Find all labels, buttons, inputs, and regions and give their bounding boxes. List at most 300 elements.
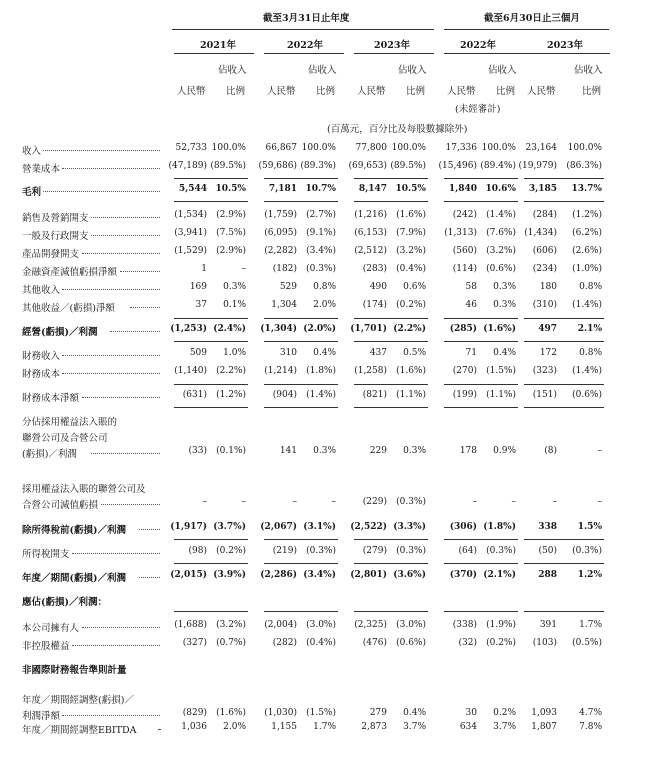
dot-leader xyxy=(62,168,160,169)
cell-percent: 0.3% xyxy=(493,300,516,310)
row-label: 非國際財務報告準則計量 xyxy=(22,665,127,676)
cell-amount: (338) xyxy=(452,620,477,630)
cell-amount: 1,304 xyxy=(271,300,297,310)
cell-percent: 0.3% xyxy=(313,446,336,456)
cell-percent: 0.3% xyxy=(223,282,246,292)
cell-percent: (1.0%) xyxy=(572,264,602,274)
cell-amount: (69,653) xyxy=(348,161,387,171)
col-header-pct-bottom: 比例 xyxy=(316,86,336,97)
cell-percent: 0.6% xyxy=(403,282,426,292)
cell-amount: – xyxy=(292,497,297,507)
cell-amount: (1,759) xyxy=(264,210,297,220)
cell-percent: (3.0%) xyxy=(306,620,336,630)
cell-percent: (0.6%) xyxy=(396,638,426,648)
cell-amount: (1,140) xyxy=(174,366,207,376)
header-group-quarter: 截至6月30日止三個月 xyxy=(484,13,580,24)
cell-amount: (151) xyxy=(532,390,557,400)
cell-percent: 100.0% xyxy=(567,143,602,153)
cell-percent: – xyxy=(241,497,246,507)
cell-percent: (89.3%) xyxy=(300,161,336,171)
cell-amount: 338 xyxy=(538,522,557,532)
cell-amount: (560) xyxy=(452,246,477,256)
cell-amount: (1,030) xyxy=(264,708,297,718)
cell-percent: (0.7%) xyxy=(216,638,246,648)
cell-amount: (47,189) xyxy=(168,161,207,171)
total-rule xyxy=(444,611,518,612)
cell-percent: (3.2%) xyxy=(486,246,516,256)
cell-amount: 46 xyxy=(465,300,477,310)
cell-amount: 1,036 xyxy=(181,722,207,732)
cell-amount: (270) xyxy=(452,366,477,376)
cell-percent: (89.4%) xyxy=(480,161,516,171)
cell-percent: (1.9%) xyxy=(486,620,516,630)
col-header-pct-top: 佔收入 xyxy=(398,65,427,76)
row-label: 其他收益／(虧損)淨額 xyxy=(22,303,115,314)
cell-percent: (3.2%) xyxy=(216,620,246,630)
cell-amount: 229 xyxy=(369,446,387,456)
cell-amount: 71 xyxy=(465,348,477,358)
col-header-pct-bottom: 比例 xyxy=(582,86,602,97)
cell-amount: (323) xyxy=(532,366,557,376)
row-label: 一般及行政開支 xyxy=(22,231,89,242)
cell-percent: (3.0%) xyxy=(396,620,426,630)
cell-percent: 1.2% xyxy=(577,570,602,580)
cell-amount: 180 xyxy=(539,282,557,292)
row-label: 財務收入 xyxy=(22,351,61,362)
cell-amount: (829) xyxy=(182,708,207,718)
subtotal-rule xyxy=(174,539,248,540)
cell-percent: 10.5% xyxy=(395,184,426,194)
dot-leader xyxy=(43,191,160,192)
cell-percent: (2.2%) xyxy=(216,366,246,376)
cell-amount: 7,181 xyxy=(268,184,297,194)
cell-percent: (3.3%) xyxy=(393,522,426,532)
cell-percent: 0.5% xyxy=(403,348,426,358)
cell-percent: (1.2%) xyxy=(572,210,602,220)
row-label: 財務成本淨額 xyxy=(22,393,80,404)
cell-percent: 3.7% xyxy=(493,722,516,732)
row-label: 銷售及營銷開支 xyxy=(22,213,89,224)
cell-amount: (327) xyxy=(182,638,207,648)
cell-percent: (2.2%) xyxy=(393,324,426,334)
cell-percent: (1.6%) xyxy=(216,708,246,718)
cell-percent: 0.3% xyxy=(493,282,516,292)
cell-amount: (1,701) xyxy=(350,324,387,334)
cell-percent: (9.1%) xyxy=(306,228,336,238)
col-header-rmb: 人民幣 xyxy=(447,86,476,97)
total-rule xyxy=(354,201,428,202)
total-rule xyxy=(264,201,338,202)
cell-percent: 3.7% xyxy=(403,722,426,732)
row-label: 經營(虧損)／利潤 xyxy=(22,327,98,338)
cell-percent: (0.2%) xyxy=(216,546,246,556)
subtotal-rule xyxy=(264,318,338,319)
subtotal-rule xyxy=(174,318,248,319)
total-rule xyxy=(264,563,338,564)
total-rule xyxy=(524,611,604,612)
cell-amount: 8,147 xyxy=(358,184,387,194)
subtotal-rule xyxy=(524,539,604,540)
cell-amount: (234) xyxy=(532,264,557,274)
cell-amount: (33) xyxy=(188,446,207,456)
cell-amount: (606) xyxy=(532,246,557,256)
cell-amount: (1,214) xyxy=(264,366,297,376)
cell-percent: 100.0% xyxy=(481,143,516,153)
subtotal-rule xyxy=(444,539,518,540)
col-header-rmb: 人民幣 xyxy=(177,86,206,97)
cell-amount: (182) xyxy=(272,264,297,274)
year-underline xyxy=(444,53,524,54)
row-label: 年度／期間(虧損)／利潤 xyxy=(22,573,126,584)
cell-percent: 10.6% xyxy=(485,184,516,194)
row-label: 年度／期間經調整EBITDA xyxy=(22,725,137,736)
cell-percent: 0.2% xyxy=(493,708,516,718)
subtotal-rule xyxy=(524,178,604,179)
cell-percent: (0.5%) xyxy=(572,638,602,648)
cell-amount: 23,164 xyxy=(525,143,557,153)
cell-amount: 178 xyxy=(459,446,477,456)
subtotal-rule xyxy=(354,539,428,540)
year-header: 2022年 xyxy=(460,40,496,51)
row-label-line: 合營公司減值虧損 xyxy=(22,500,99,511)
cell-amount: 37 xyxy=(195,300,207,310)
dot-leader xyxy=(62,373,160,374)
total-rule xyxy=(354,407,428,408)
cell-percent: (0.6%) xyxy=(486,264,516,274)
cell-percent: 0.9% xyxy=(493,446,516,456)
cell-amount: (6,153) xyxy=(354,228,387,238)
cell-percent: (3.6%) xyxy=(393,570,426,580)
cell-amount: (64) xyxy=(458,546,477,556)
subtotal-rule xyxy=(264,178,338,179)
cell-amount: – xyxy=(552,497,557,507)
row-label: 應佔(虧損)／利潤： xyxy=(22,597,107,608)
cell-percent: (2.7%) xyxy=(306,210,336,220)
cell-amount: (904) xyxy=(272,390,297,400)
total-rule xyxy=(354,611,428,612)
total-rule xyxy=(174,201,248,202)
cell-amount: (1,434) xyxy=(524,228,557,238)
cell-percent: 1.7% xyxy=(579,620,602,630)
cell-amount: (114) xyxy=(452,264,477,274)
cell-percent: (89.5%) xyxy=(390,161,426,171)
cell-amount: (284) xyxy=(532,210,557,220)
cell-amount: (1,216) xyxy=(354,210,387,220)
cell-amount: (242) xyxy=(452,210,477,220)
cell-percent: 0.4% xyxy=(403,708,426,718)
cell-amount: 310 xyxy=(279,348,297,358)
cell-amount: (15,496) xyxy=(438,161,477,171)
cell-percent: (0.3%) xyxy=(396,497,426,507)
cell-percent: (2.1%) xyxy=(483,570,516,580)
cell-amount: 437 xyxy=(369,348,387,358)
row-label: 本公司擁有人 xyxy=(22,623,80,634)
cell-amount: (476) xyxy=(362,638,387,648)
cell-amount: (2,286) xyxy=(260,570,297,580)
cell-amount: 497 xyxy=(538,324,557,334)
total-rule xyxy=(264,407,338,408)
cell-percent: (1.6%) xyxy=(483,324,516,334)
cell-amount: (219) xyxy=(272,546,297,556)
cell-amount: (59,686) xyxy=(258,161,297,171)
col-header-pct-bottom: 比例 xyxy=(226,86,246,97)
cell-percent: (1.5%) xyxy=(306,708,336,718)
units-note: (百萬元，百分比及每股數據除外) xyxy=(327,124,468,135)
col-header-pct-top: 佔收入 xyxy=(488,65,517,76)
cell-percent: 2.0% xyxy=(223,722,246,732)
total-rule xyxy=(444,341,518,342)
cell-amount: (285) xyxy=(449,324,477,334)
year-underline xyxy=(354,53,434,54)
cell-amount: 1,840 xyxy=(448,184,477,194)
cell-amount: (2,004) xyxy=(264,620,297,630)
cell-percent: (86.3%) xyxy=(566,161,602,171)
row-label: 其他收入 xyxy=(22,285,61,296)
cell-amount: (1,534) xyxy=(174,210,207,220)
row-label: 產品開發開支 xyxy=(22,249,80,260)
cell-amount: 279 xyxy=(369,708,387,718)
cell-amount: (2,801) xyxy=(350,570,387,580)
cell-amount: (1,258) xyxy=(354,366,387,376)
cell-percent: 4.7% xyxy=(579,708,602,718)
total-rule xyxy=(354,341,428,342)
cell-percent: 2.1% xyxy=(577,324,602,334)
row-label-line: 聯營公司及合營公司 xyxy=(22,433,108,444)
cell-amount: 1,807 xyxy=(531,722,557,732)
cell-amount: 169 xyxy=(189,282,207,292)
subtotal-rule xyxy=(524,384,604,385)
cell-percent: (2.9%) xyxy=(216,246,246,256)
cell-amount: 77,800 xyxy=(355,143,387,153)
cell-amount: (3,941) xyxy=(174,228,207,238)
subtotal-rule xyxy=(444,318,518,319)
cell-percent: (3.9%) xyxy=(213,570,246,580)
total-rule xyxy=(444,201,518,202)
row-label-line: 利潤淨額 xyxy=(22,711,61,722)
col-header-pct-top: 佔收入 xyxy=(308,65,337,76)
cell-percent: (1.6%) xyxy=(396,366,426,376)
cell-amount: 17,336 xyxy=(445,143,477,153)
cell-amount: – xyxy=(472,497,477,507)
dot-leader xyxy=(43,150,160,151)
total-rule xyxy=(174,563,248,564)
col-header-pct-bottom: 比例 xyxy=(496,86,516,97)
row-label-line: 年度／期間經調整(虧損)／ xyxy=(22,695,134,706)
cell-percent: (1.4%) xyxy=(572,300,602,310)
cell-percent: (7.9%) xyxy=(396,228,426,238)
total-rule xyxy=(174,611,248,612)
cell-percent: (0.4%) xyxy=(396,264,426,274)
col-header-pct-top: 佔收入 xyxy=(574,65,603,76)
dot-leader xyxy=(62,289,160,290)
row-label-line: 分佔採用權益法入賬的 xyxy=(22,417,118,428)
cell-percent: 1.7% xyxy=(313,722,336,732)
row-label: 收入 xyxy=(22,146,42,157)
cell-amount: 141 xyxy=(279,446,297,456)
cell-amount: 5,544 xyxy=(178,184,207,194)
subtotal-rule xyxy=(174,178,248,179)
cell-amount: (1,313) xyxy=(444,228,477,238)
cell-amount: 58 xyxy=(465,282,477,292)
cell-amount: (279) xyxy=(362,546,387,556)
cell-percent: 0.4% xyxy=(313,348,336,358)
cell-amount: (229) xyxy=(362,497,387,507)
cell-percent: 0.4% xyxy=(493,348,516,358)
cell-amount: (2,512) xyxy=(354,246,387,256)
cell-amount: (821) xyxy=(362,390,387,400)
cell-percent: (6.2%) xyxy=(572,228,602,238)
cell-percent: (7.6%) xyxy=(486,228,516,238)
cell-percent: – xyxy=(241,264,246,274)
cell-percent: (0.6%) xyxy=(572,390,602,400)
cell-amount: – xyxy=(202,497,207,507)
cell-percent: (0.1%) xyxy=(216,446,246,456)
total-rule xyxy=(524,563,604,564)
year-underline xyxy=(174,53,254,54)
unaudited-note: (未經審計) xyxy=(455,104,501,115)
cell-percent: (1.8%) xyxy=(483,522,516,532)
row-label: 財務成本 xyxy=(22,369,61,380)
cell-percent: (1.8%) xyxy=(306,366,336,376)
total-rule xyxy=(264,341,338,342)
cell-percent: – xyxy=(597,497,602,507)
col-header-rmb: 人民幣 xyxy=(267,86,296,97)
cell-amount: 634 xyxy=(459,722,477,732)
total-rule xyxy=(444,407,518,408)
cell-amount: (6,095) xyxy=(264,228,297,238)
cell-amount: (19,979) xyxy=(518,161,557,171)
subtotal-rule xyxy=(444,384,518,385)
cell-amount: (103) xyxy=(532,638,557,648)
cell-amount: (282) xyxy=(272,638,297,648)
cell-amount: 1 xyxy=(201,264,207,274)
cell-percent: – xyxy=(597,446,602,456)
cell-amount: (631) xyxy=(182,390,207,400)
cell-percent: 1.0% xyxy=(223,348,246,358)
cell-amount: 2,873 xyxy=(361,722,387,732)
cell-amount: 172 xyxy=(539,348,557,358)
subtotal-rule xyxy=(174,384,248,385)
cell-amount: 391 xyxy=(539,620,557,630)
cell-amount: (310) xyxy=(532,300,557,310)
row-label: 金融資產減值虧損淨額 xyxy=(22,267,118,278)
cell-amount: 52,733 xyxy=(175,143,207,153)
cell-percent: (2.4%) xyxy=(213,324,246,334)
subtotal-rule xyxy=(264,539,338,540)
cell-percent: – xyxy=(511,497,516,507)
cell-percent: 100.0% xyxy=(391,143,426,153)
cell-percent: 0.8% xyxy=(579,348,602,358)
subtotal-rule xyxy=(354,318,428,319)
cell-percent: (0.3%) xyxy=(572,546,602,556)
year-header: 2021年 xyxy=(200,40,236,51)
row-label: 營業成本 xyxy=(22,164,61,175)
cell-percent: (0.2%) xyxy=(486,638,516,648)
cell-amount: 288 xyxy=(538,570,557,580)
cell-percent: (89.5%) xyxy=(210,161,246,171)
cell-amount: (50) xyxy=(538,546,557,556)
cell-percent: 0.1% xyxy=(223,300,246,310)
cell-amount: (2,522) xyxy=(350,522,387,532)
cell-percent: 7.8% xyxy=(579,722,602,732)
cell-percent: 100.0% xyxy=(301,143,336,153)
cell-percent: (1.6%) xyxy=(396,210,426,220)
subtotal-rule xyxy=(354,384,428,385)
cell-amount: (1,529) xyxy=(174,246,207,256)
cell-amount: 1,155 xyxy=(271,722,297,732)
cell-percent: 2.0% xyxy=(313,300,336,310)
cell-percent: (1.4%) xyxy=(572,366,602,376)
cell-amount: (2,015) xyxy=(170,570,207,580)
cell-amount: 66,867 xyxy=(265,143,297,153)
dot-leader xyxy=(62,715,160,716)
dot-leader xyxy=(62,355,160,356)
cell-amount: (2,325) xyxy=(354,620,387,630)
cell-percent: (1.4%) xyxy=(306,390,336,400)
total-rule xyxy=(524,201,604,202)
cell-amount: (1,253) xyxy=(170,324,207,334)
cell-amount: (199) xyxy=(452,390,477,400)
cell-percent: (7.5%) xyxy=(216,228,246,238)
row-label: 除所得稅前(虧損)／利潤 xyxy=(22,525,126,536)
cell-amount: 509 xyxy=(189,348,207,358)
cell-amount: 3,185 xyxy=(528,184,557,194)
cell-percent: (2.6%) xyxy=(572,246,602,256)
total-rule xyxy=(444,563,518,564)
subtotal-rule xyxy=(444,178,518,179)
cell-percent: 0.8% xyxy=(313,282,336,292)
cell-percent: 13.7% xyxy=(571,184,602,194)
row-label-line: (虧損)／利潤 xyxy=(22,449,77,460)
cell-percent: (0.2%) xyxy=(396,300,426,310)
cell-percent: (0.4%) xyxy=(306,638,336,648)
col-header-pct-top: 佔收入 xyxy=(218,65,247,76)
cell-percent: (0.3%) xyxy=(486,546,516,556)
header-group-annual: 截至3月31日止年度 xyxy=(263,13,350,24)
cell-percent: – xyxy=(331,497,336,507)
cell-amount: 30 xyxy=(465,708,477,718)
col-header-rmb: 人民幣 xyxy=(527,86,556,97)
cell-amount: 1,093 xyxy=(531,708,557,718)
total-rule xyxy=(524,407,604,408)
year-underline xyxy=(524,53,610,54)
total-rule xyxy=(174,407,248,408)
cell-amount: 529 xyxy=(279,282,297,292)
col-header-rmb: 人民幣 xyxy=(357,86,386,97)
cell-percent: (3.4%) xyxy=(303,570,336,580)
cell-percent: (0.3%) xyxy=(306,546,336,556)
year-underline xyxy=(264,53,344,54)
subtotal-rule xyxy=(264,384,338,385)
subtotal-rule xyxy=(524,318,604,319)
row-label: 毛利 xyxy=(22,187,42,198)
subtotal-rule xyxy=(354,178,428,179)
cell-percent: 10.7% xyxy=(305,184,336,194)
cell-amount: (370) xyxy=(449,570,477,580)
year-header: 2022年 xyxy=(287,40,323,51)
cell-amount: (1,688) xyxy=(174,620,207,630)
cell-amount: (1,304) xyxy=(260,324,297,334)
cell-amount: (2,282) xyxy=(264,246,297,256)
cell-amount: (306) xyxy=(449,522,477,532)
total-rule xyxy=(524,341,604,342)
cell-percent: 0.3% xyxy=(403,446,426,456)
total-rule xyxy=(174,341,248,342)
col-header-pct-bottom: 比例 xyxy=(406,86,426,97)
cell-percent: (3.1%) xyxy=(303,522,336,532)
year-header: 2023年 xyxy=(547,40,583,51)
cell-percent: (1.1%) xyxy=(486,390,516,400)
